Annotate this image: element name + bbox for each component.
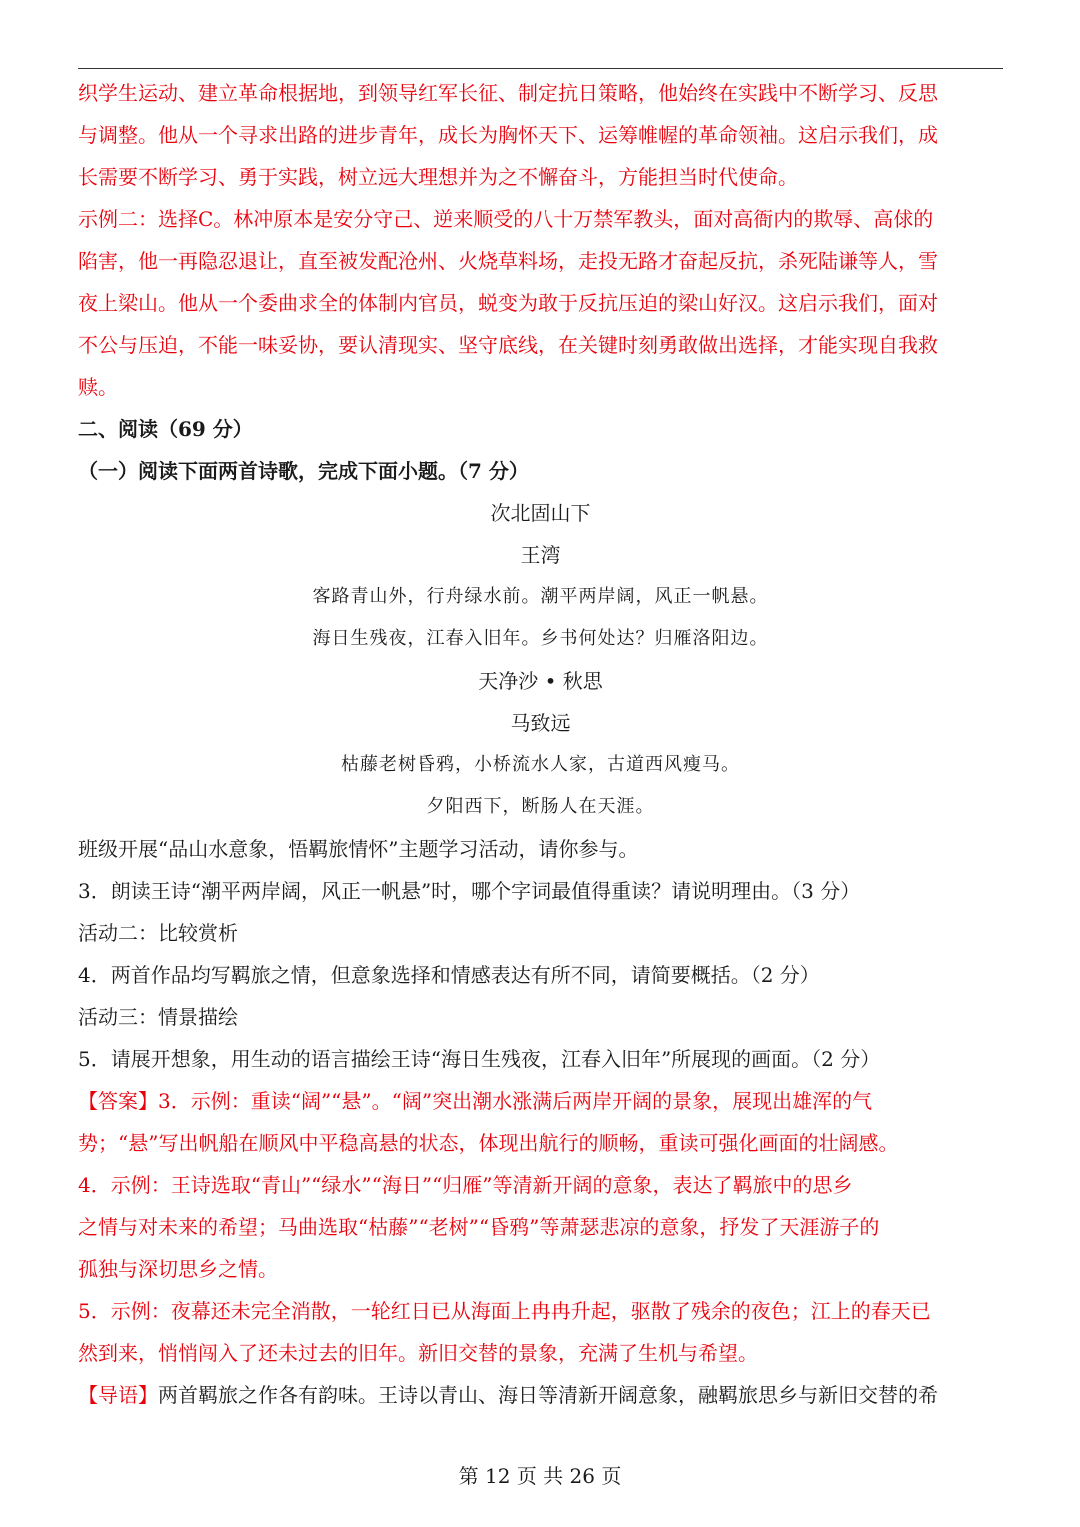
answer-tag: 【答案】 <box>78 1089 158 1113</box>
answer-4-line: 孤独与深切思乡之情。 <box>78 1257 278 1281</box>
guide-line <box>78 1374 1003 1416</box>
answer-line: 陷害，他一再隐忍退让，直至被发配沧州、火烧草料场，走投无路才奋起反抗，杀死陆谦等人，雪 <box>78 249 938 273</box>
poem-author: 王湾 <box>520 543 561 567</box>
guide-text: 两首羁旅之作各有韵味。王诗以青山、海日等清新开阔意象，融羁旅思乡与新旧交替的希 <box>158 1383 938 1407</box>
activity-3-label: 活动三：情景描绘 <box>78 1005 238 1029</box>
answer-3-line <box>78 1080 1003 1122</box>
poem-author: 马致远 <box>510 711 571 735</box>
poem-title: 次北固山下 <box>490 501 591 525</box>
header-rule <box>78 68 1003 69</box>
poem-line: 枯藤老树昏鸦，小桥流水人家，古道西风瘦马。 <box>341 754 740 775</box>
question-3: 3．朗读王诗“潮平两岸阔，风正一帆悬”时，哪个字词最值得重读？请说明理由。（3 分） <box>78 879 861 903</box>
answer-line: 夜上梁山。他从一个委曲求全的体制内官员，蜕变为敢于反抗压迫的梁山好汉。这启示我们，面对 <box>78 291 938 315</box>
activity-intro: 班级开展“品山水意象，悟羁旅情怀”主题学习活动，请你参与。 <box>78 837 639 861</box>
poem-line: 夕阳西下，断肠人在天涯。 <box>426 796 655 817</box>
section-heading: 二、阅读（69 分） <box>78 417 253 441</box>
answer-line: 不公与压迫，不能一味妥协，要认清现实、坚守底线，在关键时刻勇敢做出选择，才能实现自我救 <box>78 333 938 357</box>
answer-line: 长需要不断学习、勇于实践，树立远大理想并为之不懈奋斗，方能担当时代使命。 <box>78 165 798 189</box>
answer-line: 织学生运动、建立革命根据地，到领导红军长征、制定抗日策略，他始终在实践中不断学习、反思 <box>78 81 938 105</box>
answer-5-line: 然到来，悄悄闯入了还未过去的旧年。新旧交替的景象，充满了生机与希望。 <box>78 1341 758 1365</box>
answer-line: 赎。 <box>78 375 118 399</box>
answer-5-line: 5．示例：夜幕还未完全消散，一轮红日已从海面上冉冉升起，驱散了残余的夜色；江上的春天已 <box>78 1299 931 1323</box>
question-4: 4．两首作品均写羁旅之情，但意象选择和情感表达有所不同，请简要概括。（2 分） <box>78 963 820 987</box>
answer-line: 示例二：选择C。林冲原本是安分守己、逆来顺受的八十万禁军教头，面对高衙内的欺辱、高俅的 <box>78 207 934 231</box>
answer-line: 与调整。他从一个寻求出路的进步青年，成长为胸怀天下、运筹帷幄的革命领袖。这启示我们，成 <box>78 123 938 147</box>
answer-4-line: 之情与对未来的希望；马曲选取“枯藤”“老树”“昏鸦”等萧瑟悲凉的意象，抒发了天涯游子的 <box>78 1215 880 1239</box>
activity-2-label: 活动二：比较赏析 <box>78 921 238 945</box>
subsection-heading: （一）阅读下面两首诗歌，完成下面小题。（7 分） <box>78 459 529 483</box>
page-footer: 第 12 页 共 26 页 <box>458 1464 622 1488</box>
page-content <box>78 72 1003 1416</box>
poem-title: 天净沙 • 秋思 <box>478 669 603 693</box>
poem-line: 客路青山外，行舟绿水前。潮平两岸阔，风正一帆悬。 <box>312 586 769 607</box>
poem-line: 海日生残夜，江春入旧年。乡书何处达？归雁洛阳边。 <box>312 628 769 649</box>
answer-3-text: 3．示例：重读“阔”“悬”。“阔”突出潮水涨满后两岸开阔的景象，展现出雄浑的气 <box>158 1089 873 1113</box>
answer-4-line: 4．示例：王诗选取“青山”“绿水”“海日”“归雁”等清新开阔的意象，表达了羁旅中的思乡 <box>78 1173 853 1197</box>
answer-3-line: 势；“悬”写出帆船在顺风中平稳高悬的状态，体现出航行的顺畅，重读可强化画面的壮阔感。 <box>78 1131 899 1155</box>
question-5: 5．请展开想象，用生动的语言描绘王诗“海日生残夜，江春入旧年”所展现的画面。（2 分） <box>78 1047 881 1071</box>
guide-tag: 【导语】 <box>78 1383 158 1407</box>
